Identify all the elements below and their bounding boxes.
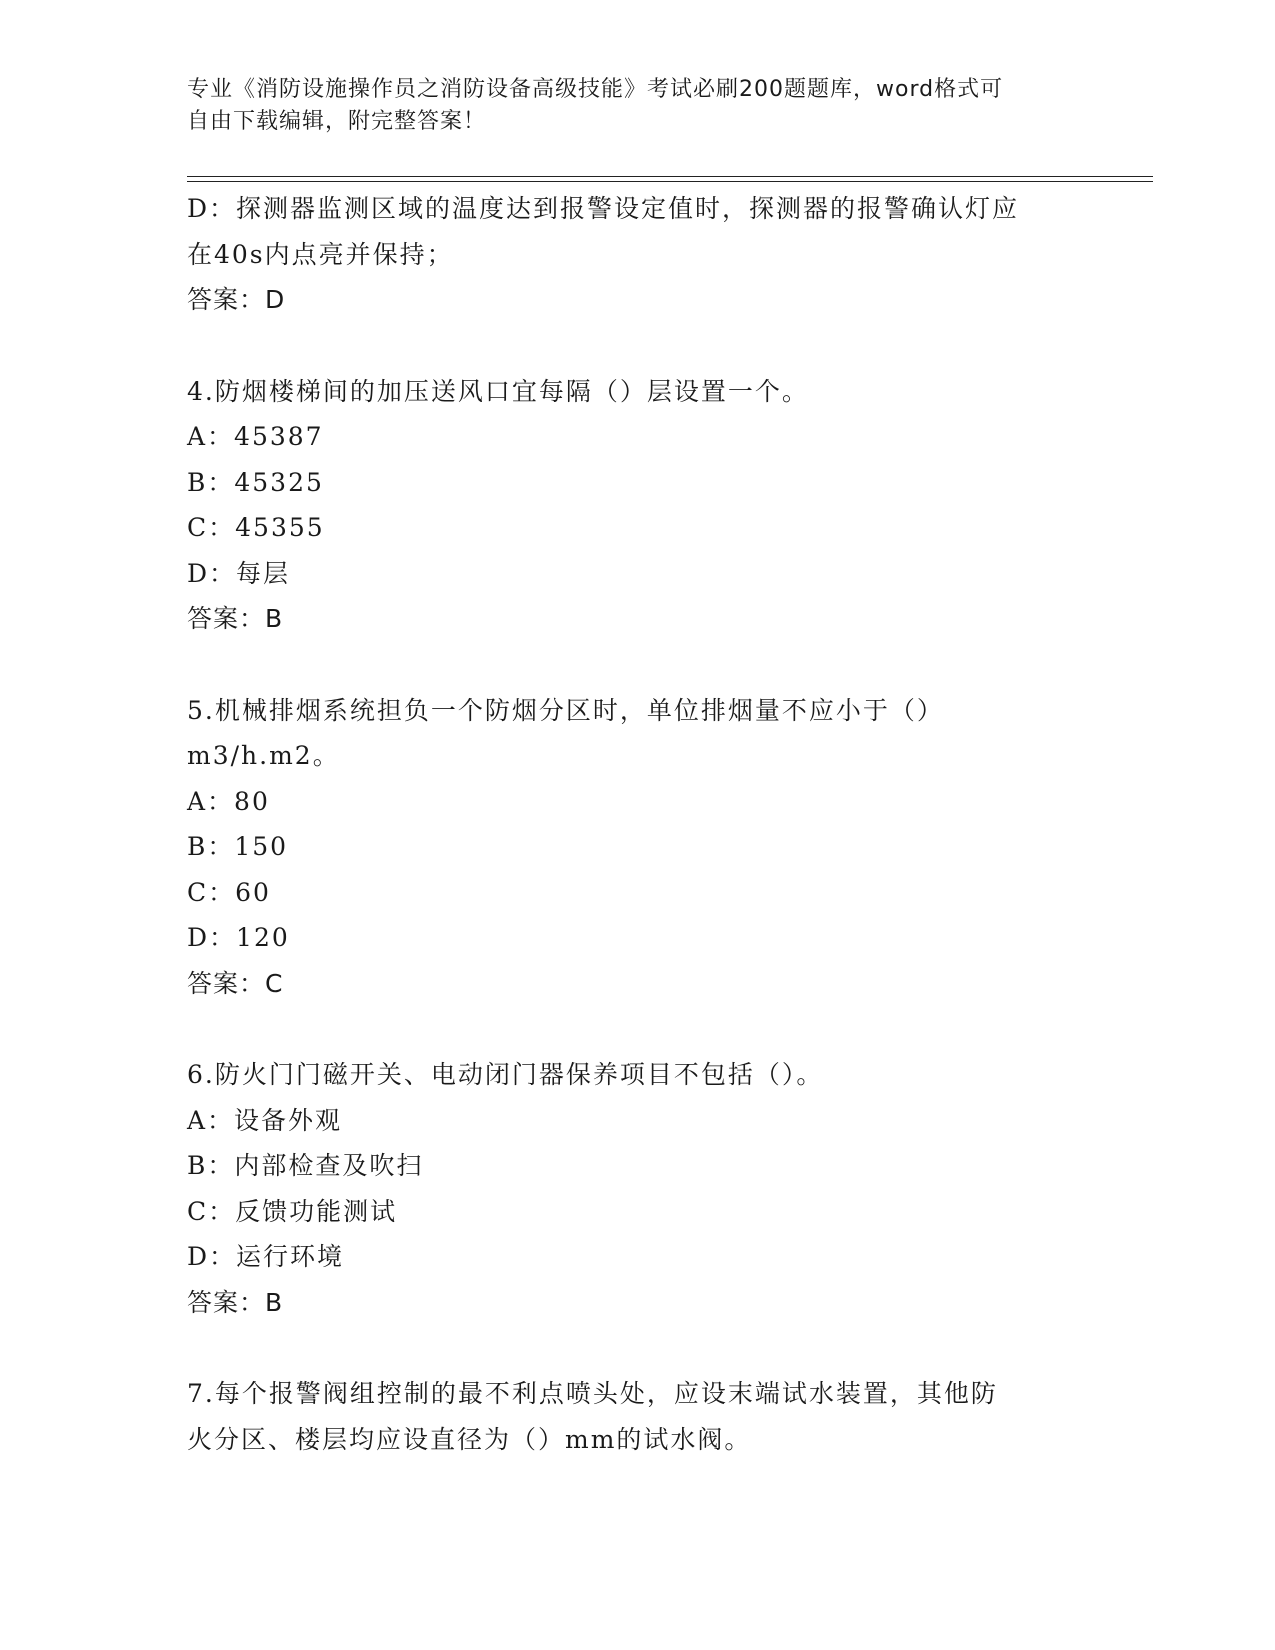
question-block-4 xyxy=(187,369,1087,642)
question-text: 5.机械排烟系统担负一个防烟分区时，单位排烟量不应小于（） xyxy=(187,695,944,725)
answer-line: 答案：B xyxy=(187,1287,284,1317)
option-d: D：探测器监测区域的温度达到报警设定值时，探测器的报警确认灯应 xyxy=(187,194,1020,223)
option-a: A：80 xyxy=(187,786,270,816)
option-d: D：120 xyxy=(187,923,290,952)
spacer xyxy=(187,323,1087,369)
option-a: A：45387 xyxy=(187,422,324,451)
question-block-5 xyxy=(187,688,1087,1007)
option-b: B：内部检查及吹扫 xyxy=(187,1151,424,1180)
question-block-3 xyxy=(187,186,1087,323)
question-text: 7.每个报警阀组控制的最不利点喷头处，应设末端试水装置，其他防 xyxy=(187,1379,998,1408)
question-text: 6.防火门门磁开关、电动闭门器保养项目不包括（）。 xyxy=(187,1060,824,1089)
page-header xyxy=(187,74,1067,138)
option-a: A：设备外观 xyxy=(187,1105,343,1135)
header-line-2: 自由下载编辑，附完整答案！ xyxy=(187,109,487,134)
question-block-7 xyxy=(187,1371,1087,1462)
question-text: 4.防烟楼梯间的加压送风口宜每隔（）层设置一个。 xyxy=(187,376,809,406)
answer-line: 答案：C xyxy=(187,968,284,998)
header-rule-bottom xyxy=(187,181,1153,182)
option-c: C：45355 xyxy=(187,513,325,542)
option-d-continued: 在40s内点亮并保持； xyxy=(187,239,454,269)
option-b: B：150 xyxy=(187,832,289,861)
option-d: D：每层 xyxy=(187,558,291,588)
question-text-continued: m3/h.m2。 xyxy=(187,741,340,770)
option-c: C：反馈功能测试 xyxy=(187,1196,398,1226)
option-b: B：45325 xyxy=(187,467,324,497)
question-list xyxy=(187,186,1087,1462)
question-block-6 xyxy=(187,1052,1087,1325)
answer-line: 答案：B xyxy=(187,604,284,633)
spacer xyxy=(187,642,1087,688)
option-d: D：运行环境 xyxy=(187,1242,345,1271)
spacer xyxy=(187,1006,1087,1052)
header-rule-top xyxy=(187,176,1153,177)
option-c: C：60 xyxy=(187,877,271,907)
header-line-1: 专业《消防设施操作员之消防设备高级技能》考试必刷200题题库，word格式可 xyxy=(187,77,1004,102)
answer-line: 答案：D xyxy=(187,285,286,314)
question-text-continued: 火分区、楼层均应设直径为（）mm的试水阀。 xyxy=(187,1424,752,1454)
spacer xyxy=(187,1325,1087,1371)
